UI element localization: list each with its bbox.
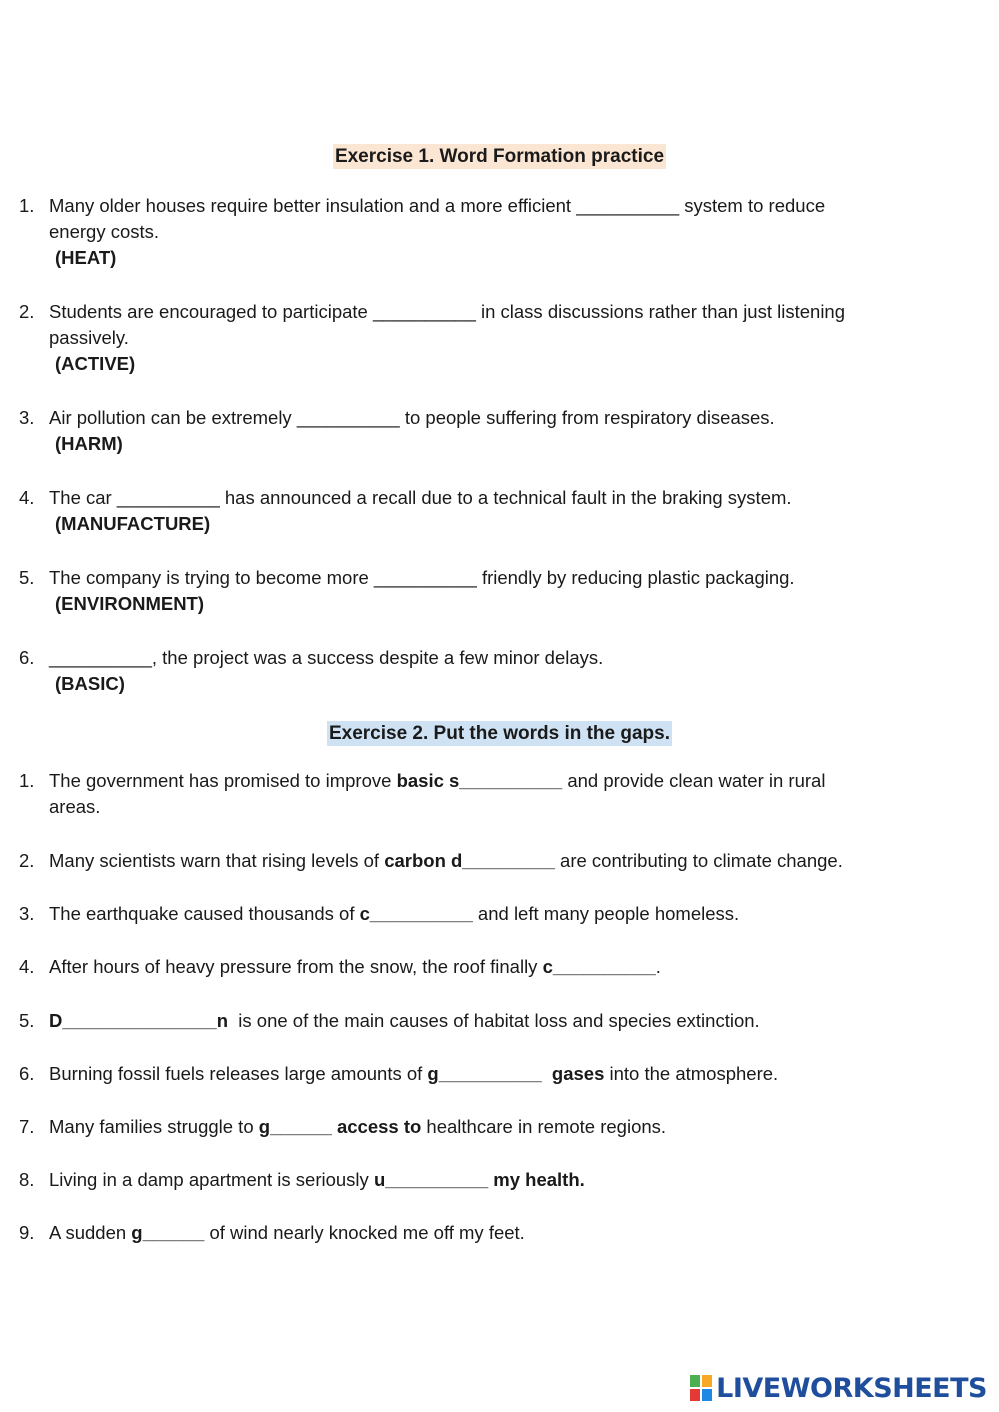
keyword-label: (HEAT) [55,247,117,268]
keyword-label: (ENVIRONMENT) [55,593,205,614]
keyword-label: (ACTIVE) [55,353,136,374]
keyword-label: (BASIC) [55,673,125,694]
keyword-label: (HARM) [55,433,123,454]
exercise-2-title: Exercise 2. Put the words in the gaps. [328,723,671,744]
keyword-label: (MANUFACTURE) [55,513,211,534]
liveworksheets-logo [690,1370,987,1406]
liveworksheets-logo-text: LIVEWORKSHEETS [716,1372,987,1404]
liveworksheets-logo-icon [690,1375,714,1401]
exercise-1-title: Exercise 1. Word Formation practice [334,146,665,167]
